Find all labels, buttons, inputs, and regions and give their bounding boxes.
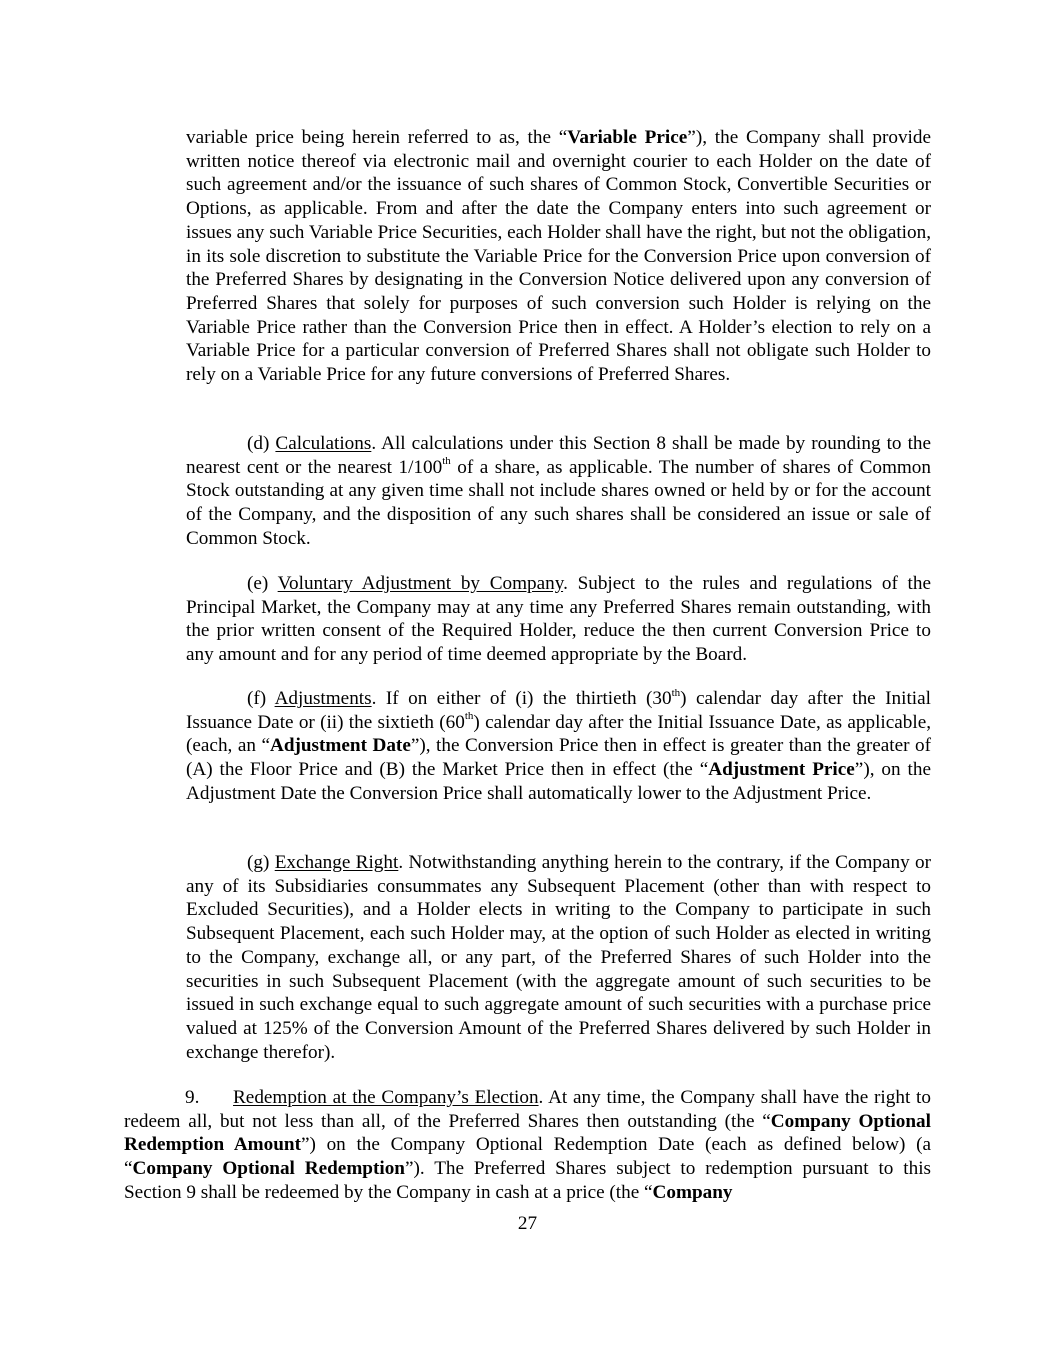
ordinal-superscript: th	[464, 710, 474, 723]
paragraph-e-voluntary-adjustment	[186, 572, 931, 667]
paragraph-label: (e)	[247, 573, 269, 594]
paragraph-d-text: . All calculations under this Section 8 shall be made by rounding to the nearest cent or the nearest 1/100	[186, 433, 932, 478]
paragraph-d-calculations	[186, 432, 931, 551]
paragraph-heading: Adjustments	[274, 688, 372, 709]
paragraph-d-text: of a share, as applicable. The number of shares of Common Stock outstanding at any given time shall not include shares owned or held by or for the account of the Company, and the disposition of any such shares shall be considered an issue or sale of Common Stock.	[186, 456, 931, 549]
paragraph-g-exchange-right	[186, 851, 931, 1064]
section-9-text: . At any time, the Company shall have the right to redeem all, but not less than all, of the Preferred Shares then outstanding (the “	[124, 1087, 931, 1132]
page-number: 27	[517, 1213, 538, 1234]
defined-term-company-optional-redemption-amount: Company Optional Redemption Amount	[124, 1110, 931, 1156]
defined-term-variable-price: Variable Price	[567, 127, 688, 148]
paragraph-label: (g)	[247, 852, 270, 873]
defined-term-adjustment-price: Adjustment Price	[708, 759, 855, 781]
ordinal-superscript: th	[442, 455, 451, 468]
paragraph-c-text: ”), the Company shall provide written notice thereof via electronic mail and overnight courier to each Holder on the date of such agreement and/or the issuance of such shares of Common Stock, Convertible Securities or Options, as applicable. From and after the date the Company enters into such agreement or issues any such Variable Price Securities, each Holder shall have the right, but not the obligation, in its sole discretion to substitute the Variable Price for the Conversion Price upon conversion of the Preferred Shares by designating in the Conversion Notice delivered upon any conversion of Preferred Shares that solely for purposes of such conversion such Holder is relying on the Variable Price rather than the Conversion Price then in effect. A Holder’s election to rely on a Variable Price for a particular conversion of Preferred Shares shall not obligate such Holder to rely on a Variable Price for any future conversions of Preferred Shares.	[186, 127, 932, 386]
defined-term-company: Company	[652, 1181, 733, 1203]
paragraph-heading: Exchange Right	[274, 852, 399, 873]
paragraph-c-continuation	[186, 126, 931, 387]
paragraph-f-text: ) calendar day after the Initial Issuance Date, as applicable, (each, an “	[186, 711, 932, 757]
paragraph-heading: Calculations	[275, 433, 372, 454]
paragraph-f-adjustments	[186, 687, 931, 806]
paragraph-e-text: . Subject to the rules and regulations of the Principal Market, the Company may at any time any Preferred Shares remain outstanding, with the prior written consent of the Required Holder, reduce the then current Conversion Price to any amount and for any period of time deemed appropriate by the Board.	[186, 573, 931, 666]
section-9-text: ”) on the Company Optional Redemption Date (each as defined below) (a “	[124, 1134, 932, 1180]
paragraph-label: (d)	[247, 433, 270, 454]
ordinal-superscript: th	[671, 686, 681, 699]
paragraph-g-text: . Notwithstanding anything herein to the contrary, if the Company or any of its Subsidiaries consummates any Subsequent Placement (other than with respect to Excluded Securities), and a Holder elects in writing to the Company to participate in such Subsequent Placement, each such Holder may, at the option of such Holder as elected in writing to the Company, exchange all, or any part, of the Preferred Shares of such Holder into the securities in such Subsequent Placement (with the aggregate amount of such securities to be issued in such exchange equal to such aggregate amount of such securities with a purchase price valued at 125% of the Conversion Amount of the Preferred Shares delivered by such Holder in exchange therefor).	[186, 852, 931, 1063]
paragraph-heading: Voluntary Adjustment by Company	[277, 573, 564, 594]
paragraph-c-text: variable price being herein referred to as, the “	[186, 127, 568, 148]
section-heading: Redemption at the Company’s Election	[233, 1087, 539, 1108]
section-number: 9.	[185, 1087, 200, 1108]
defined-term-company-optional-redemption: Company Optional Redemption	[132, 1158, 405, 1180]
paragraph-f-text: ) calendar day after the Initial Issuance Date or (ii) the sixtieth (60	[186, 688, 931, 733]
section-9-text: ”). The Preferred Shares subject to redemption pursuant to this Section 9 shall be redeemed by the Company in cash at a price (the “	[124, 1158, 931, 1203]
paragraph-f-text: . If on either of (i) the thirtieth (30	[371, 688, 672, 709]
paragraph-label: (f)	[247, 688, 267, 709]
defined-term-adjustment-date: Adjustment Date	[269, 735, 411, 757]
paragraph-f-text: ”), on the Adjustment Date the Conversion Price shall automatically lower to the Adjustment Price.	[186, 759, 931, 804]
paragraph-f-text: ”), the Conversion Price then in effect is greater than the greater of (A) the Floor Price and (B) the Market Price then in effect (the “	[186, 735, 931, 781]
section-9-redemption	[124, 1086, 931, 1205]
